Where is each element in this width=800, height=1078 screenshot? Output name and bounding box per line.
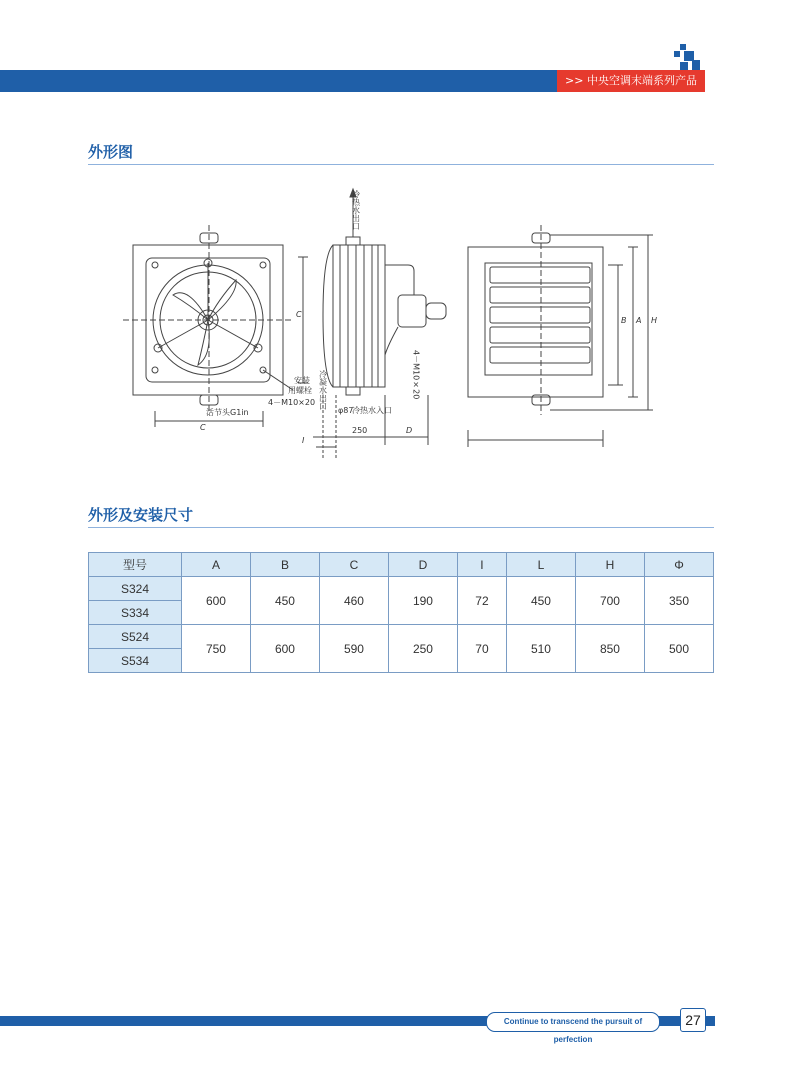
value-cell: 250 (388, 625, 457, 673)
section-divider (88, 164, 714, 165)
series-tag: >> 中央空调末端系列产品 (565, 74, 697, 87)
label-250: 250 (352, 426, 368, 435)
label-mount-bolt-2: 用螺栓 (288, 386, 312, 395)
back-view (468, 225, 653, 447)
outline-drawing (118, 185, 678, 460)
model-cell: S334 (89, 601, 182, 625)
label-union: 活节头G1in (206, 408, 249, 417)
dimensions-table (88, 552, 714, 673)
value-cell: 70 (457, 625, 506, 673)
label-phi: φ87 (338, 406, 354, 415)
model-cell: S524 (89, 625, 182, 649)
value-cell: 450 (506, 577, 575, 625)
value-cell: 700 (575, 577, 644, 625)
value-cell: 350 (644, 577, 713, 625)
col-b: B (250, 553, 319, 577)
value-cell: 510 (506, 625, 575, 673)
dim-d: D (406, 426, 413, 435)
dim-b: B (621, 316, 627, 325)
value-cell: 500 (644, 625, 713, 673)
dim-h: H (651, 316, 658, 325)
side-view (313, 189, 446, 460)
dim-c-vertical: C (296, 310, 302, 319)
value-cell: 450 (250, 577, 319, 625)
dim-c-horizontal: C (200, 423, 206, 432)
section-title-dimensions: 外形及安装尺寸 (88, 506, 194, 524)
footer-slogan: Continue to transcend the pursuit of perfection (486, 1012, 660, 1032)
page-number: 27 (680, 1008, 706, 1032)
col-c: C (319, 553, 388, 577)
col-model: 型号 (89, 553, 182, 577)
value-cell: 590 (319, 625, 388, 673)
label-mount-bolt-1: 安装 (294, 376, 310, 385)
company-logo (666, 44, 700, 70)
dim-i: I (302, 436, 305, 445)
label-condensate: 冷凝水出口 (318, 370, 328, 410)
dim-a: A (636, 316, 642, 325)
value-cell: 72 (457, 577, 506, 625)
value-cell: 750 (181, 625, 250, 673)
col-d: D (388, 553, 457, 577)
value-cell: 190 (388, 577, 457, 625)
col-l: L (506, 553, 575, 577)
col-a: A (181, 553, 250, 577)
table-row (89, 625, 714, 649)
label-water-in: 冷热水入口 (352, 406, 392, 415)
label-water-out: 冷热水出口 (351, 190, 361, 230)
col-i: I (457, 553, 506, 577)
section-divider (88, 527, 714, 528)
table-row (89, 577, 714, 601)
model-cell: S324 (89, 577, 182, 601)
footer-tab (705, 1016, 715, 1026)
value-cell: 850 (575, 625, 644, 673)
front-view (123, 225, 308, 427)
model-cell: S534 (89, 649, 182, 673)
value-cell: 600 (250, 625, 319, 673)
label-bolt-spec-side: 4－M10×20 (411, 350, 421, 400)
label-bolt-spec: 4－M10×20 (268, 398, 316, 407)
value-cell: 600 (181, 577, 250, 625)
table-header-row (89, 553, 714, 577)
section-title-outline: 外形图 (88, 143, 134, 161)
col-phi: Φ (644, 553, 713, 577)
value-cell: 460 (319, 577, 388, 625)
col-h: H (575, 553, 644, 577)
